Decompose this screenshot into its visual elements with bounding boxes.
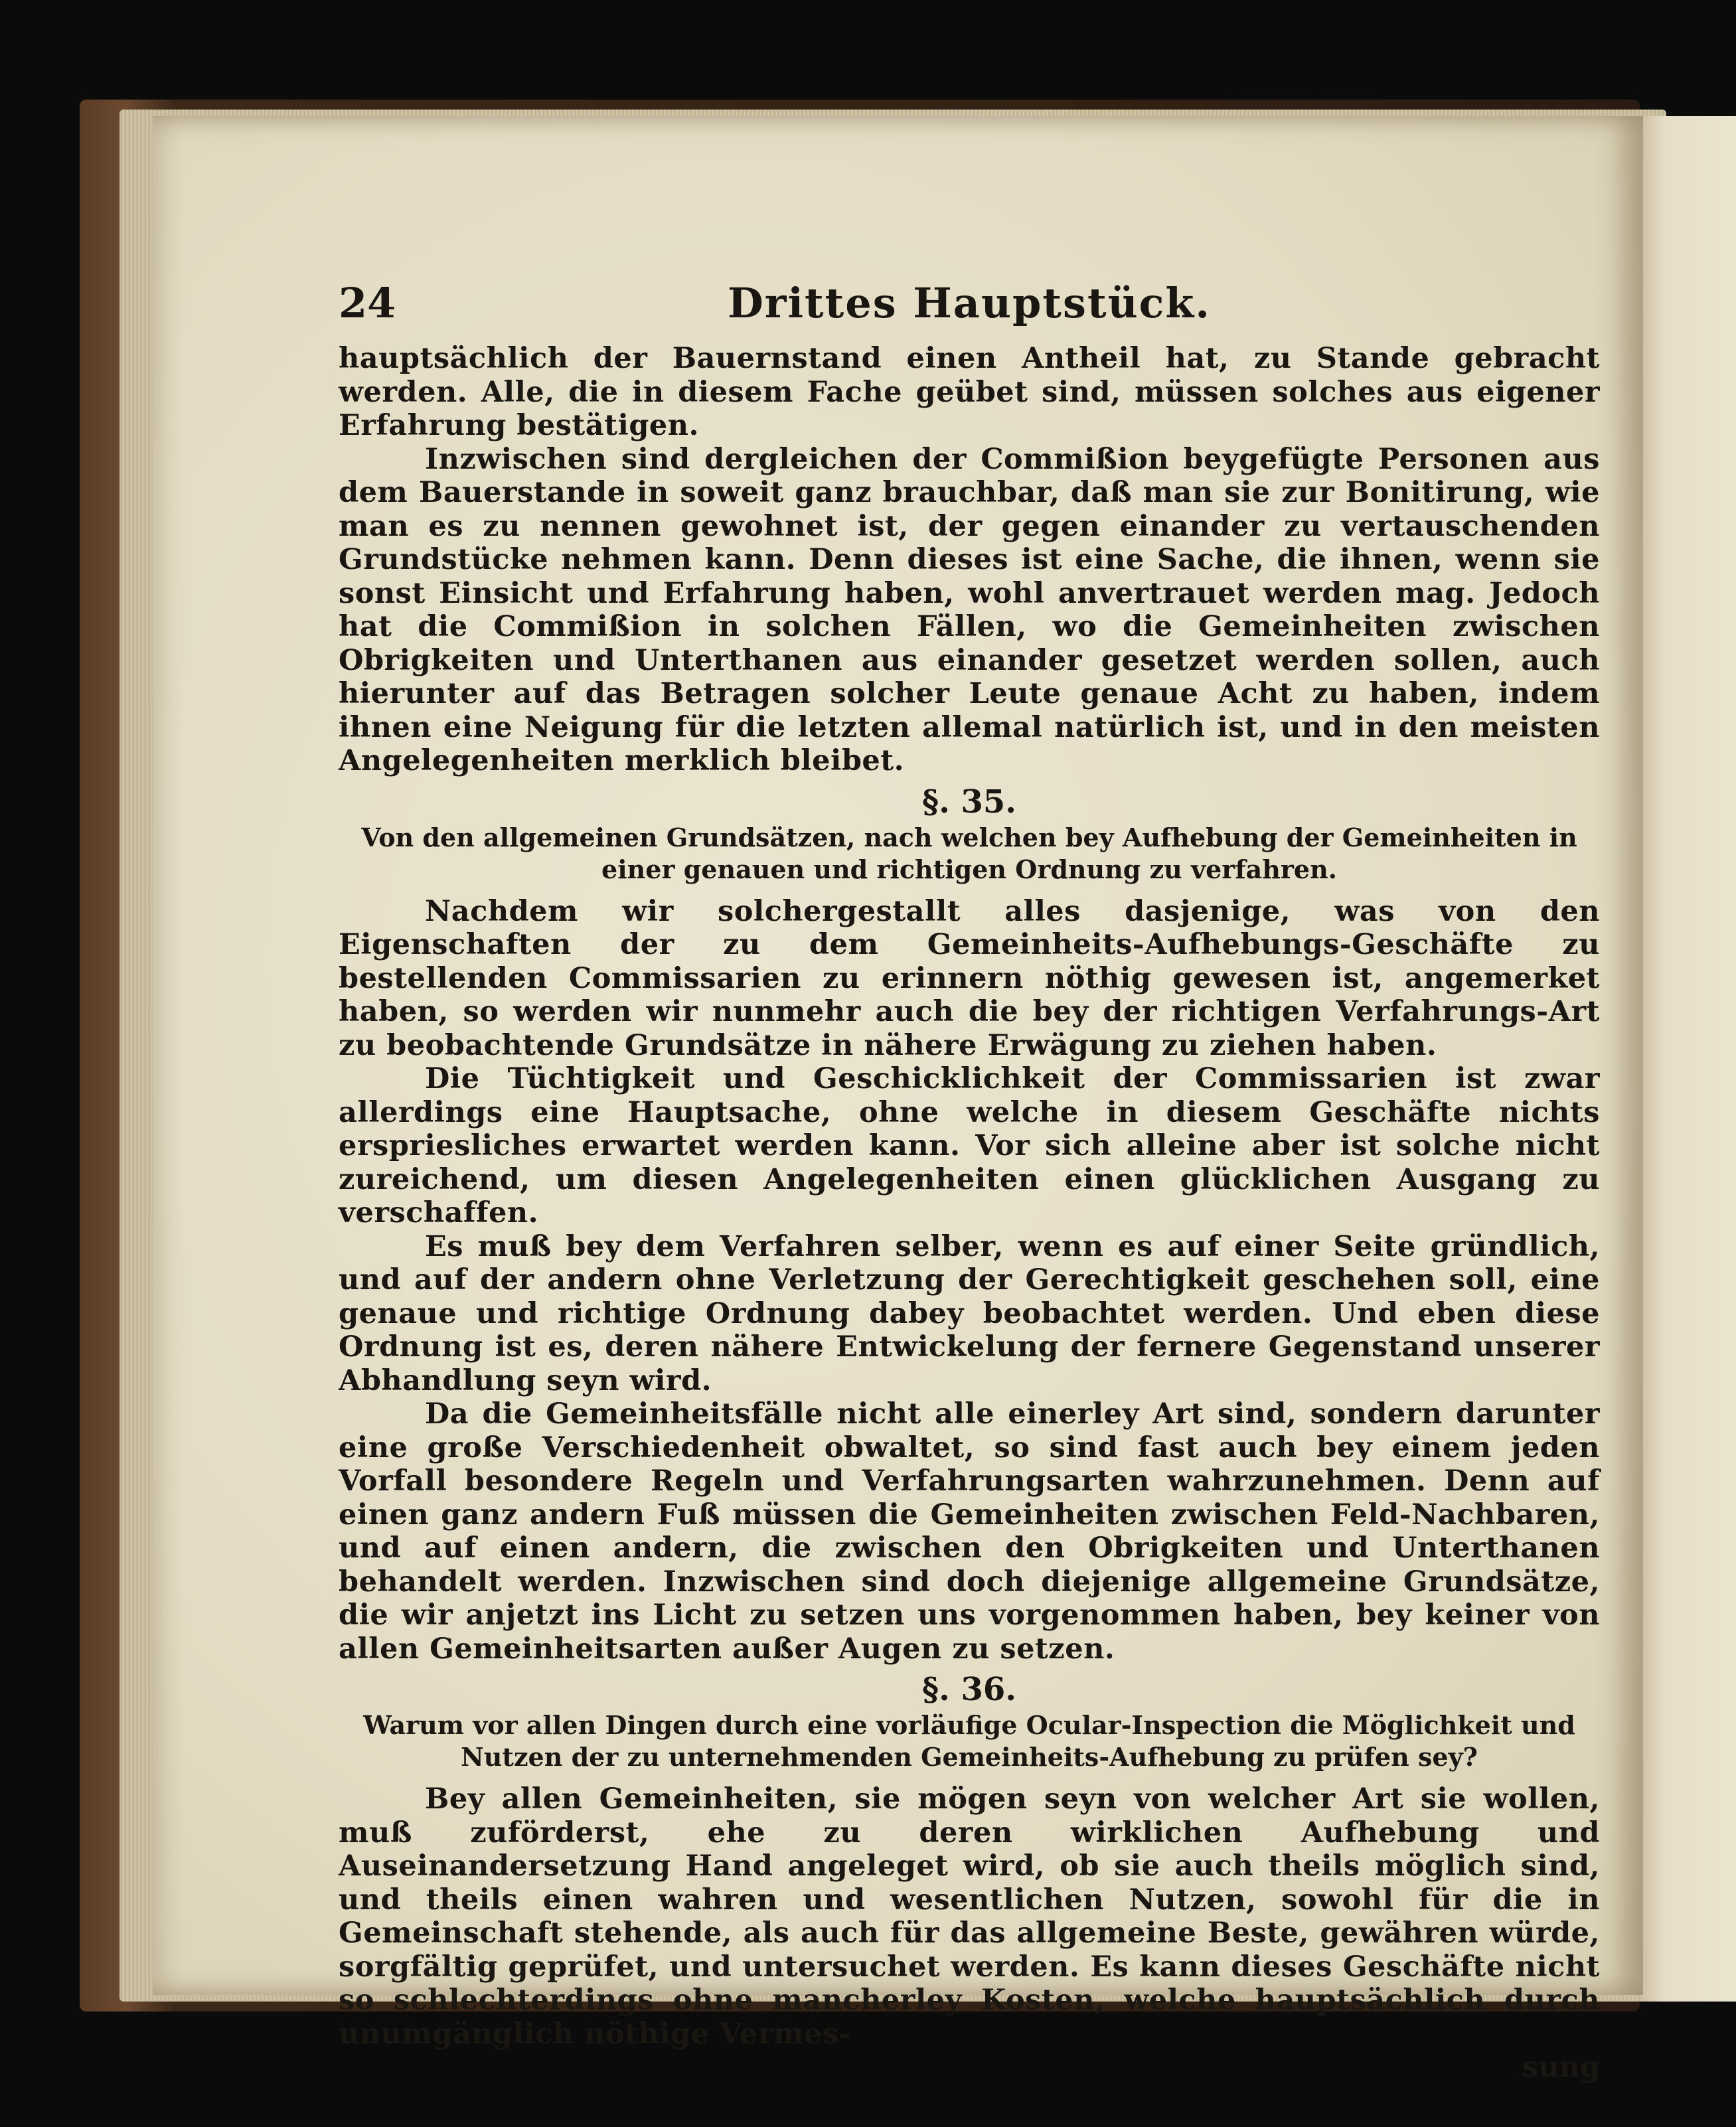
facing-page-edge	[1640, 116, 1736, 2002]
paragraph-1: hauptsächlich der Bauernstand einen Antheil hat, zu Stande gebracht werden. Alle, die in diesem Fache geübet sind, müssen solches aus eigener Erfahrung bestätigen.	[339, 342, 1600, 442]
section-35-number: §. 35.	[921, 783, 1017, 821]
paragraph-4: Die Tüchtigkeit und Geschicklichkeit der Commissarien ist zwar allerdings eine Hauptsache, ohne welche in diesem Geschäfte nichts erspriesliches erwartet werden kann. Vor sich alleine aber ist solche nicht zureichend, um diesen Angelegenheiten einen glücklichen Ausgang zu verschaffen.	[339, 1062, 1600, 1229]
paragraph-7: Bey allen Gemeinheiten, sie mögen seyn von welcher Art sie wollen, muß zuförderst, ehe zu deren wirklichen Aufhebung und Auseinandersetzung Hand angeleget wird, ob sie auch theils möglich sind, und theils einen wahren und wesentlichen Nutzen, sowohl für die in Gemeinschaft stehende, als auch für das allgemeine Beste, gewähren würde, sorgfältig geprüfet, und untersuchet werden. Es kann dieses Geschäfte nicht so schlechterdings ohne mancherley Kosten, welche hauptsächlich durch unumgänglich nöthige Vermes-	[339, 1782, 1600, 2051]
paragraph-3: Nachdem wir solchergestallt alles dasjenige, was von den Eigenschaften der zu dem Gemeinheits-Aufhebungs-Geschäfte zu bestellenden Commissarien zu erinnern nöthig gewesen ist, angemerket haben, so werden wir nunmehr auch die bey der richtigen Verfahrungs-Art zu beobachtende Grundsätze in nähere Erwägung zu ziehen haben.	[339, 894, 1600, 1062]
section-36-title: Warum vor allen Dingen durch eine vorläufige Ocular-Inspection die Möglichkeit und Nutzen der zu unternehmenden Gemeinheits-Aufhebung zu prüfen sey?	[363, 1710, 1575, 1772]
paragraph-5: Es muß bey dem Verfahren selber, wenn es auf einer Seite gründlich, und auf der andern ohne Verletzung der Gerechtigkeit geschehen soll, eine genaue und richtige Ordnung dabey beobachtet werden. Und eben diese Ordnung ist es, deren nähere Entwickelung der fernere Gegenstand unserer Abhandlung seyn wird.	[339, 1229, 1600, 1397]
section-35-title: Von den allgemeinen Grundsätzen, nach welchen bey Aufhebung der Gemeinheiten in einer genauen und richtigen Ordnung zu verfahren.	[361, 822, 1577, 884]
section-36-number: §. 36.	[921, 1671, 1017, 1708]
paragraph-2: Inzwischen sind dergleichen der Commißion beygefügte Personen aus dem Bauerstande in soweit ganz brauchbar, daß man sie zur Bonitirung, wie man es zu nennen gewohnet ist, der gegen einander zu vertauschenden Grundstücke nehmen kann. Denn dieses ist eine Sache, die ihnen, wenn sie sonst Einsicht und Erfahrung haben, wohl anvertrauet werden mag. Jedoch hat die Commißion in solchen Fällen, wo die Gemeinheiten zwischen Obrigkeiten und Unterthanen aus einander gesetzet werden sollen, auch hierunter auf das Betragen solcher Leute genaue Acht zu haben, indem ihnen eine Neigung für die letzten allemal natürlich ist, und in den meisten Angelegenheiten merklich bleibet.	[339, 442, 1600, 777]
paragraph-6: Da die Gemeinheitsfälle nicht alle einerley Art sind, sondern darunter eine große Verschiedenheit obwaltet, so sind fast auch bey einem jeden Vorfall besondere Regeln und Verfahrungsarten wahrzunehmen. Denn auf einen ganz andern Fuß müssen die Gemeinheiten zwischen Feld-Nachbaren, und auf einen andern, die zwischen den Obrigkeiten und Unterthanen behandelt werden. Inzwischen sind doch diejenige allgemeine Grundsätze, die wir anjetzt ins Licht zu setzen uns vorgenommen haben, bey keiner von allen Gemeinheitsarten außer Augen zu setzen.	[339, 1397, 1600, 1666]
running-head: Drittes Hauptstück.	[728, 279, 1211, 327]
page-number: 24	[339, 279, 396, 327]
catchword: sung	[1522, 2051, 1600, 2084]
book-page	[153, 116, 1643, 2084]
body-text	[339, 342, 1600, 2084]
page-header	[339, 279, 1600, 352]
